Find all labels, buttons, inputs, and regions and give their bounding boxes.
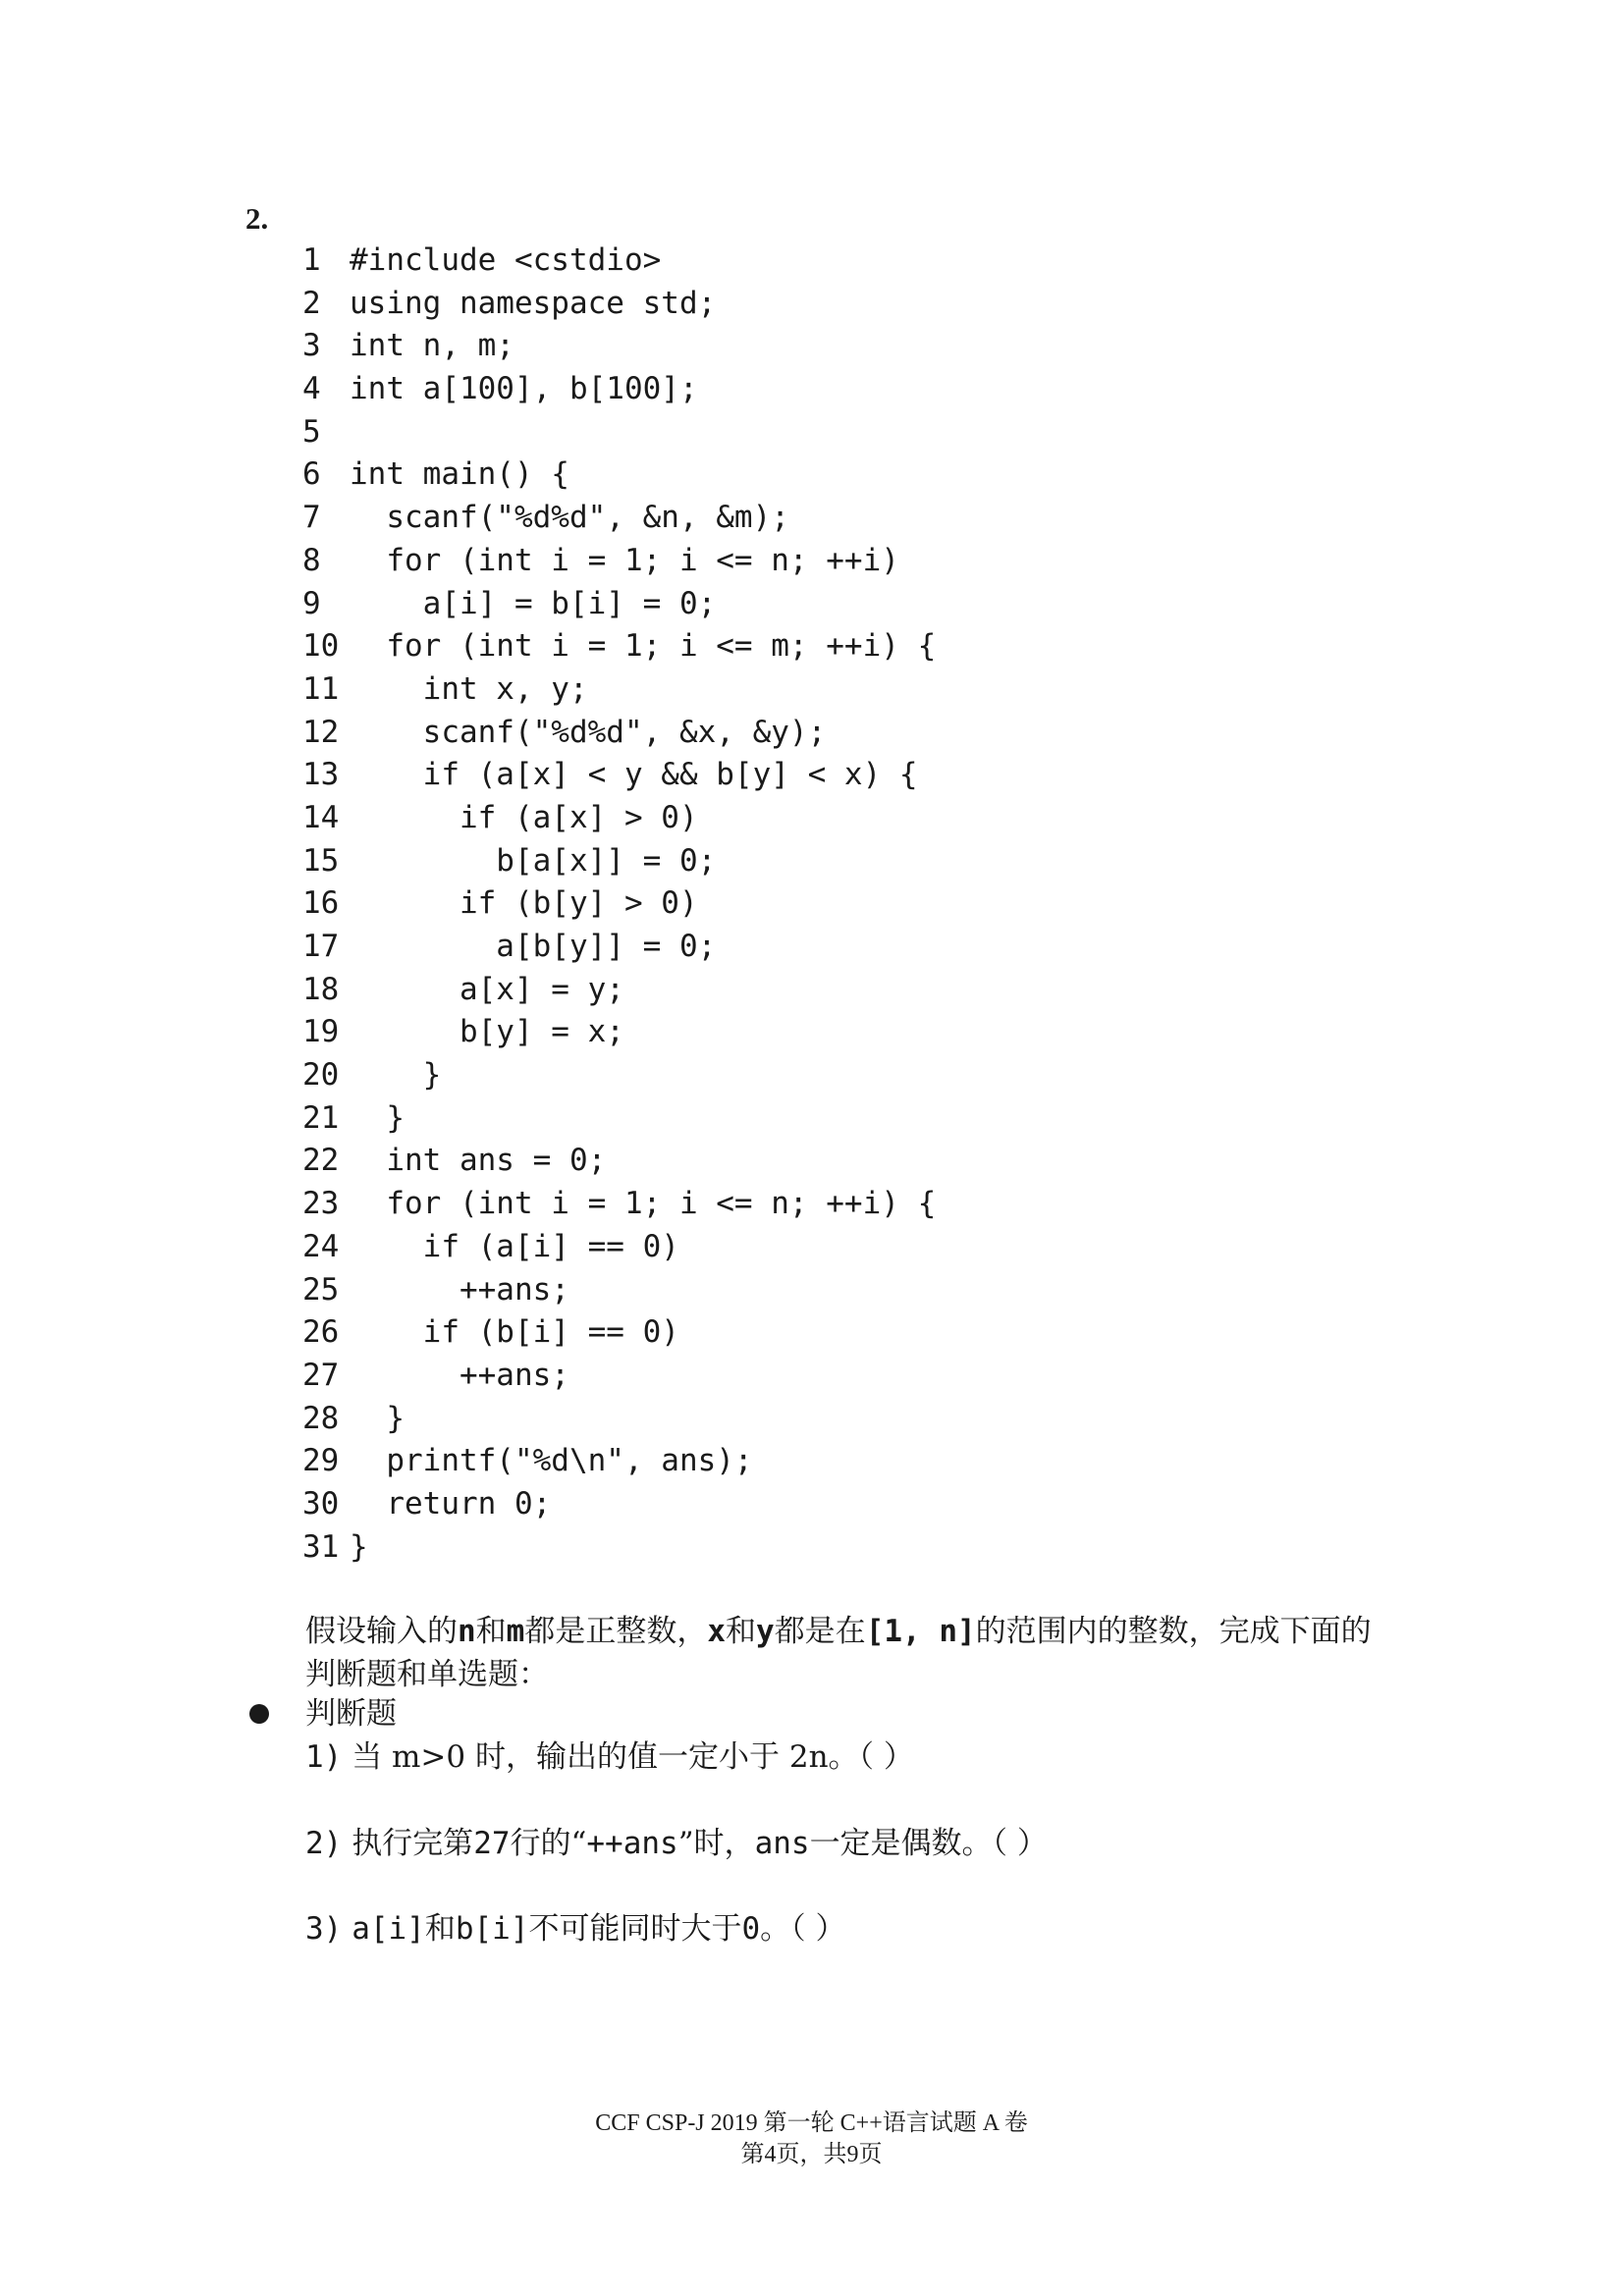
- code-line: [302, 1097, 936, 1141]
- var-m: m: [506, 1614, 525, 1649]
- line-number: 5: [302, 413, 321, 450]
- code-text: using namespace std;: [350, 285, 717, 321]
- line-number: 21: [302, 1099, 340, 1136]
- line-number: 26: [302, 1314, 340, 1351]
- intro-text: 和: [475, 1614, 507, 1649]
- code-text: if (a[i] == 0): [350, 1228, 679, 1264]
- code-line: [302, 840, 936, 883]
- code-line: [302, 969, 936, 1012]
- line-number: 9: [302, 585, 321, 621]
- var-y: y: [756, 1614, 775, 1649]
- code-text: if (a[x] < y && b[y] < x) {: [350, 757, 918, 793]
- code-line: [302, 1398, 936, 1441]
- code-text: ++ans;: [350, 1271, 569, 1308]
- code-text: for (int i = 1; i <= n; ++i) {: [350, 1186, 937, 1222]
- code-line: [302, 1311, 936, 1355]
- range-expr: [1, n]: [865, 1614, 976, 1649]
- intro-text: 的范围内的整数，完成下面的判断题和单选题：: [305, 1614, 1372, 1692]
- code-line: [302, 583, 936, 626]
- line-number: 4: [302, 371, 321, 407]
- code-text: #include <cstdio>: [350, 242, 662, 278]
- line-number: 25: [302, 1271, 340, 1308]
- code-line: [302, 1011, 936, 1054]
- judgement-item-1: [305, 1735, 914, 1779]
- code-line: [302, 411, 936, 454]
- code-line: [302, 240, 936, 283]
- line-number: 13: [302, 757, 340, 793]
- code-line: [302, 1526, 936, 1570]
- code-text: }: [350, 1099, 405, 1136]
- code-text: int ans = 0;: [350, 1143, 607, 1179]
- code-text: return 0;: [350, 1485, 552, 1522]
- code-text: }: [350, 1057, 442, 1094]
- code-line: [302, 797, 936, 840]
- item-number: 1): [305, 1739, 343, 1775]
- line-ref: 27: [473, 1826, 511, 1861]
- code-line: [302, 668, 936, 712]
- item-text: 一定是偶数。（ ）: [809, 1826, 1048, 1861]
- code-text: ++ans;: [350, 1357, 569, 1393]
- code-line: [302, 625, 936, 668]
- code-line: [302, 1054, 936, 1097]
- line-number: 22: [302, 1143, 340, 1179]
- footer-page-number: 第4页，共9页: [740, 2142, 883, 2167]
- code-line: [302, 283, 936, 326]
- item-number: 3): [305, 1911, 343, 1947]
- code-line: [302, 754, 936, 797]
- intro-paragraph: [305, 1610, 1395, 1696]
- item-text: 行的“: [510, 1826, 587, 1861]
- code-line: [302, 1355, 936, 1398]
- code-ref: 0: [741, 1911, 761, 1947]
- code-line: [302, 1140, 936, 1183]
- code-line: [302, 1269, 936, 1312]
- line-number: 29: [302, 1443, 340, 1479]
- code-text: }: [350, 1400, 405, 1436]
- line-number: 24: [302, 1228, 340, 1264]
- line-number: 30: [302, 1485, 340, 1522]
- code-text: for (int i = 1; i <= n; ++i): [350, 542, 899, 578]
- code-text: a[x] = y;: [350, 971, 624, 1007]
- item-text: 当 m>0 时，输出的值一定小于 2n。（ ）: [352, 1739, 914, 1775]
- code-line: [302, 1226, 936, 1269]
- intro-text: 都是正整数，: [524, 1614, 708, 1649]
- line-number: 7: [302, 500, 321, 536]
- code-text: if (b[y] > 0): [350, 885, 698, 922]
- code-text: b[y] = x;: [350, 1014, 624, 1050]
- code-line: [302, 1483, 936, 1526]
- code-text: if (b[i] == 0): [350, 1314, 679, 1351]
- code-text: b[a[x]] = 0;: [350, 842, 717, 879]
- code-ref: ++ans: [586, 1826, 678, 1861]
- line-number: 27: [302, 1357, 340, 1393]
- code-line: [302, 540, 936, 583]
- code-text: int x, y;: [350, 670, 588, 707]
- code-text: a[b[y]] = 0;: [350, 929, 717, 964]
- code-line: [302, 1440, 936, 1483]
- code-text: scanf("%d%d", &n, &m);: [350, 500, 789, 536]
- line-number: 12: [302, 714, 340, 750]
- intro-text: 都是在: [774, 1614, 866, 1649]
- line-number: 2: [302, 285, 321, 321]
- line-number: 8: [302, 542, 321, 578]
- code-line: [302, 497, 936, 540]
- intro-text: 假设输入的: [305, 1614, 458, 1649]
- item-text: 执行完第: [352, 1826, 474, 1861]
- line-number: 10: [302, 628, 340, 665]
- code-text: }: [350, 1528, 368, 1565]
- item-text: 不可能同时大于: [528, 1911, 742, 1947]
- code-line: [302, 454, 936, 497]
- code-line: [302, 325, 936, 368]
- line-number: 16: [302, 885, 340, 922]
- line-number: 20: [302, 1057, 340, 1094]
- item-text: 。（ ）: [760, 1911, 846, 1947]
- code-text: printf("%d\n", ans);: [350, 1443, 753, 1479]
- line-number: 1: [302, 242, 321, 278]
- line-number: 14: [302, 799, 340, 835]
- var-n: n: [458, 1614, 476, 1649]
- line-number: 17: [302, 929, 340, 964]
- bullet-icon: [249, 1704, 269, 1724]
- question-number: 2.: [245, 201, 269, 236]
- line-number: 3: [302, 328, 321, 364]
- line-number: 28: [302, 1400, 340, 1436]
- line-number: 15: [302, 842, 340, 879]
- line-number: 19: [302, 1014, 340, 1050]
- judgement-item-3: [305, 1907, 846, 1950]
- code-line: [302, 1183, 936, 1226]
- code-ref: ans: [754, 1826, 810, 1861]
- line-number: 11: [302, 670, 340, 707]
- line-number: 31: [302, 1528, 340, 1565]
- section-label: 判断题: [305, 1696, 397, 1732]
- item-text: 和: [424, 1911, 456, 1947]
- code-text: if (a[x] > 0): [350, 799, 698, 835]
- code-text: for (int i = 1; i <= m; ++i) {: [350, 628, 937, 665]
- code-listing: [302, 240, 936, 1569]
- code-ref: b[i]: [455, 1911, 529, 1947]
- code-line: [302, 712, 936, 755]
- line-number: 23: [302, 1186, 340, 1222]
- item-number: 2): [305, 1826, 343, 1861]
- item-text: ”时，: [677, 1826, 755, 1861]
- code-text: int n, m;: [350, 328, 514, 364]
- judgement-item-2: [305, 1822, 1048, 1865]
- code-line: [302, 368, 936, 411]
- code-text: a[i] = b[i] = 0;: [350, 585, 717, 621]
- code-line: [302, 882, 936, 926]
- line-number: 18: [302, 971, 340, 1007]
- line-number: 6: [302, 456, 321, 493]
- code-line: [302, 926, 936, 969]
- code-text: scanf("%d%d", &x, &y);: [350, 714, 827, 750]
- code-ref: a[i]: [352, 1911, 425, 1947]
- var-x: x: [707, 1614, 727, 1649]
- footer-title: CCF CSP-J 2019 第一轮 C++语言试题 A 卷: [595, 2110, 1028, 2136]
- code-text: int main() {: [350, 456, 569, 493]
- code-text: int a[100], b[100];: [350, 371, 698, 407]
- intro-text: 和: [726, 1614, 757, 1649]
